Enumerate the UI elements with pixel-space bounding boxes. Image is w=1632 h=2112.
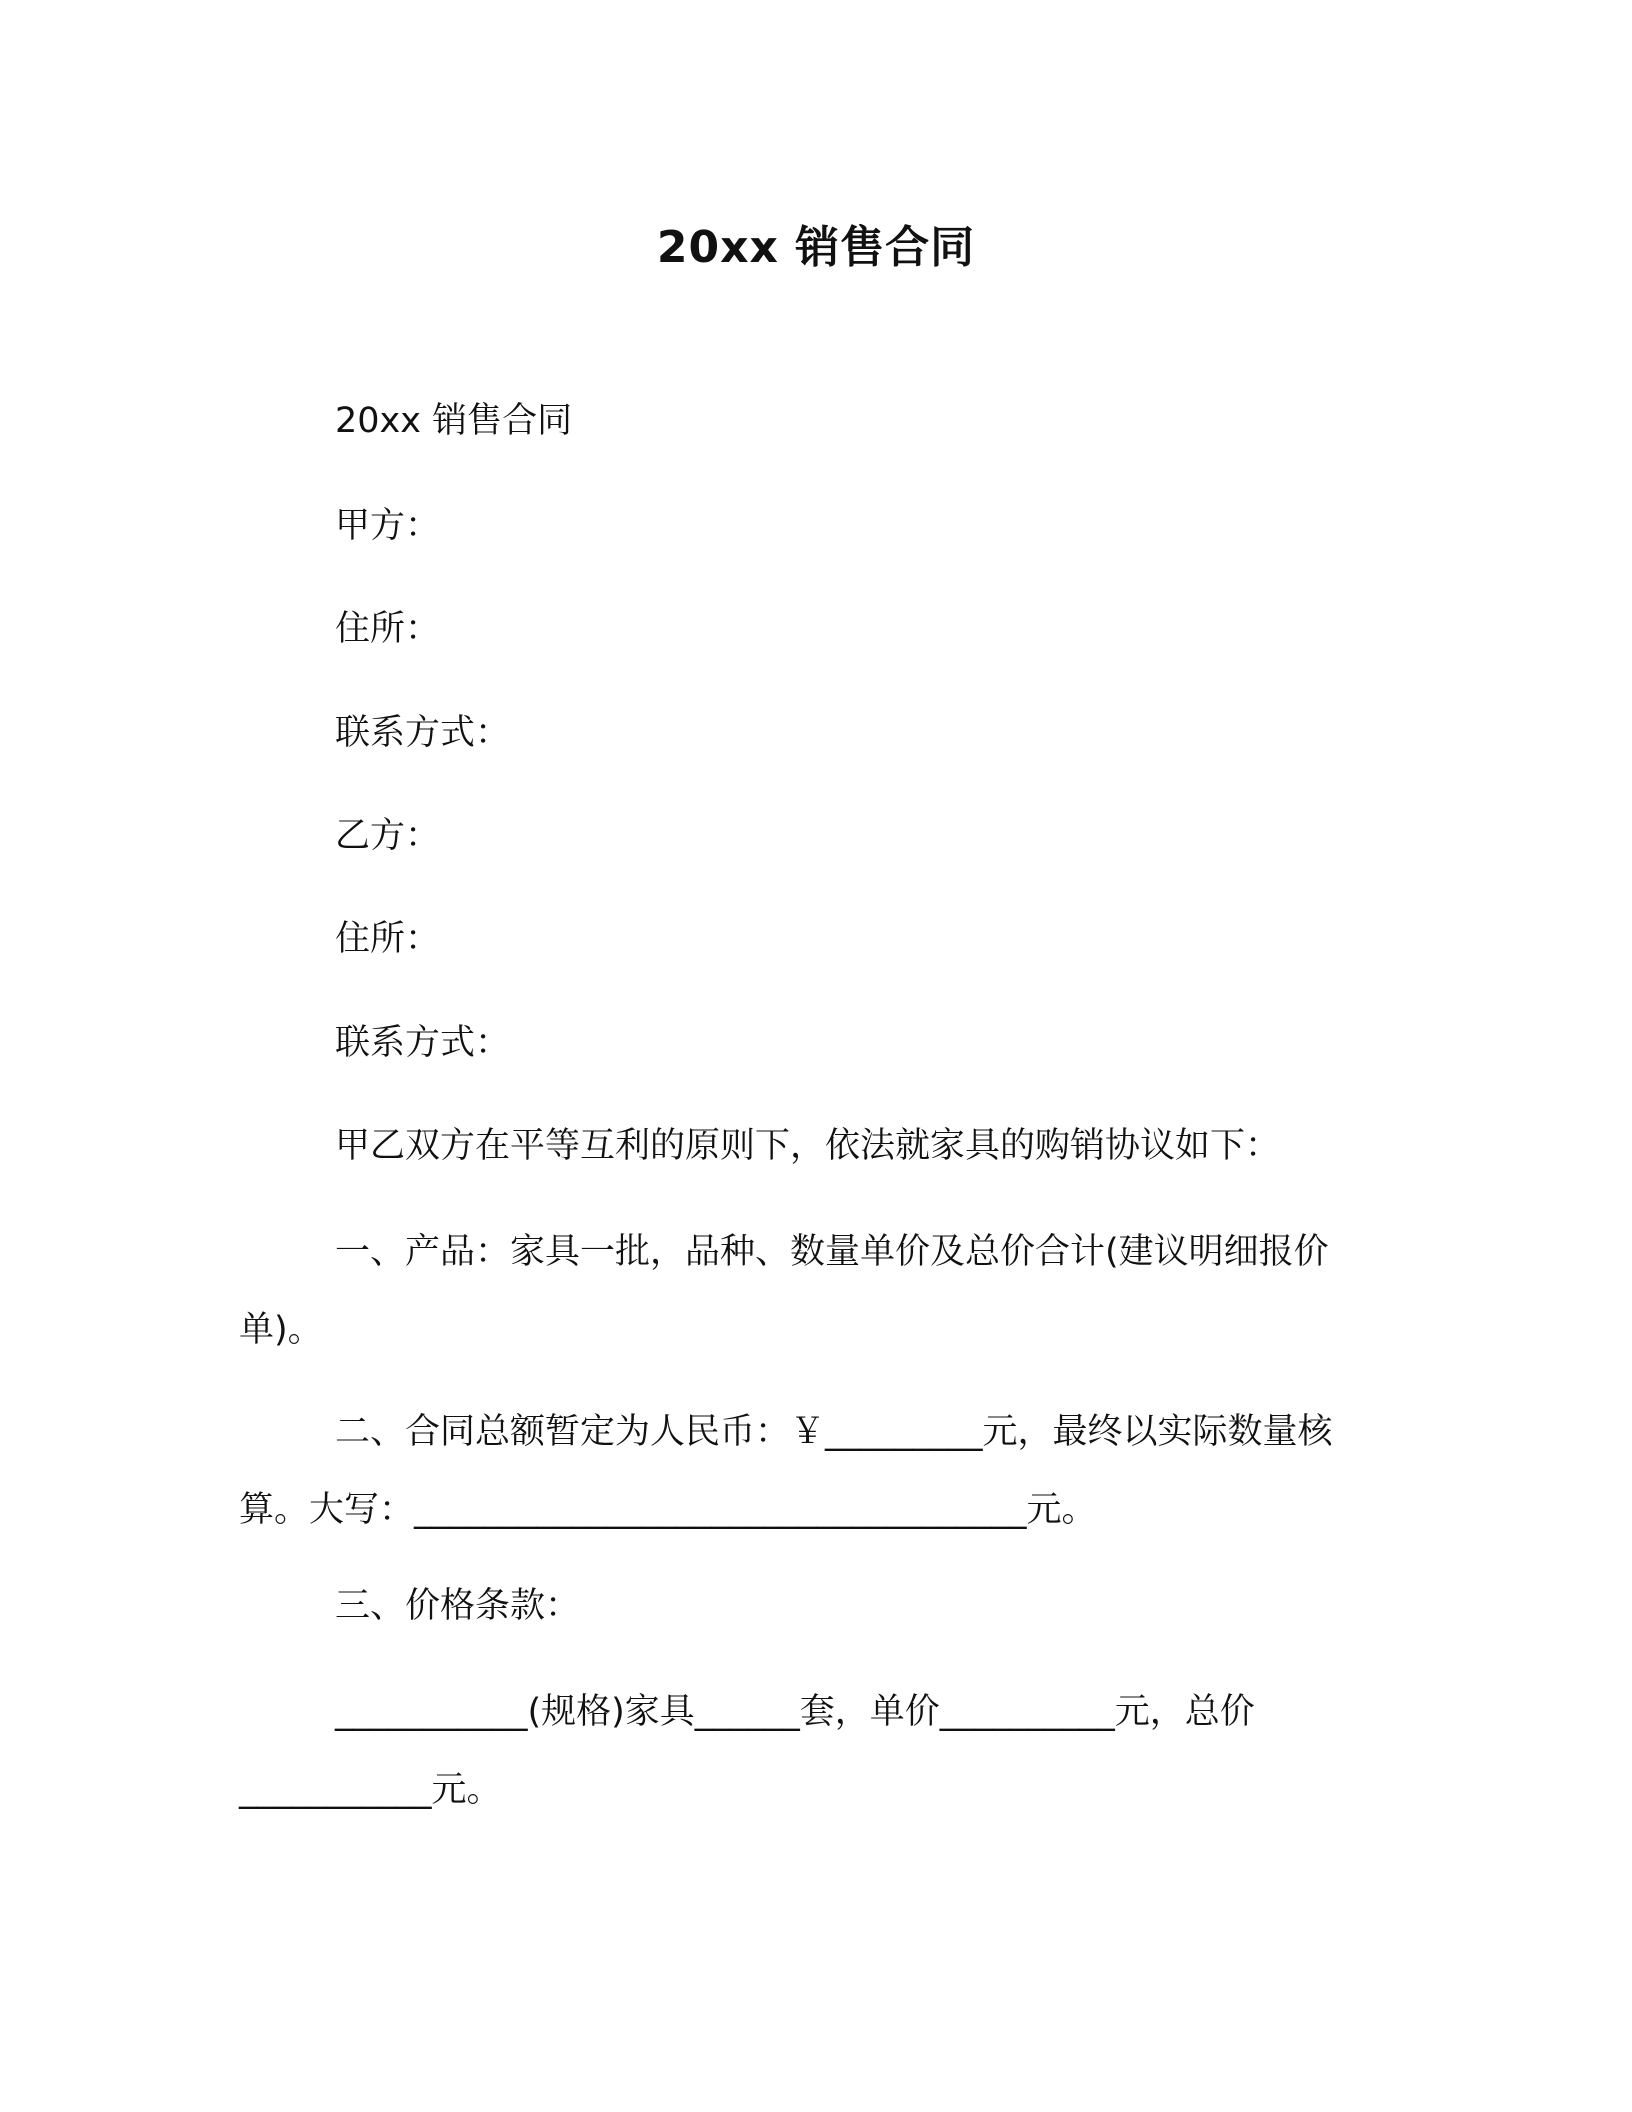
clause-3-pricing-body: ___________(规格)家具______套，单价__________元，总价___________元。 bbox=[239, 1692, 1255, 1810]
party-a-label: 甲方： bbox=[335, 506, 441, 546]
clause-3-heading: 三、价格条款： bbox=[335, 1586, 581, 1626]
clause-2-total-amount: 二、合同总额暂定为人民币：￥_________元，最终以实际数量核算。大写：___________________________________元。 bbox=[239, 1412, 1333, 1530]
document-subtitle: 20xx 销售合同 bbox=[335, 401, 573, 441]
contract-intro: 甲乙双方在平等互利的原则下，依法就家具的购销协议如下： bbox=[335, 1126, 1281, 1166]
clause-1-product: 一、产品：家具一批，品种、数量单价及总价合计(建议明细报价单)。 bbox=[239, 1232, 1329, 1350]
document-title: 20xx 销售合同 bbox=[656, 222, 976, 273]
party-b-contact-label: 联系方式： bbox=[335, 1023, 511, 1063]
party-b-address-label: 住所： bbox=[335, 919, 441, 959]
party-a-address-label: 住所： bbox=[335, 609, 441, 649]
party-a-contact-label: 联系方式： bbox=[335, 713, 511, 753]
party-b-label: 乙方： bbox=[335, 816, 441, 856]
